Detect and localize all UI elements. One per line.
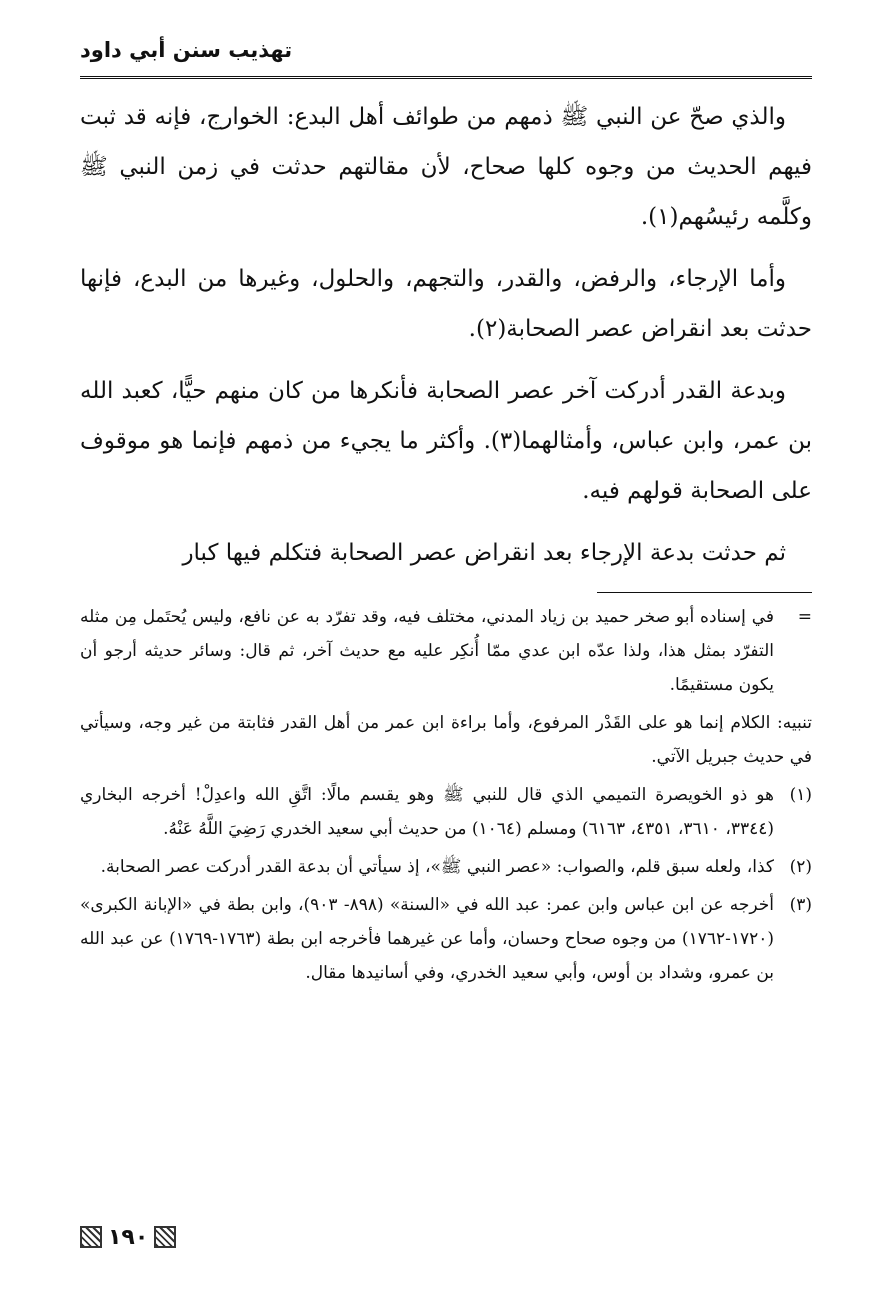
paragraph: وأما الإرجاء، والرفض، والقدر، والتجهم، والحلول، وغيرها من البدع، فإنها حدثت بعد انقراض عصر الصحابة(٢). [80, 266, 812, 342]
footnote-2 [80, 850, 812, 884]
ornament-icon [154, 1226, 176, 1248]
footnote-3 [80, 888, 812, 990]
paragraph: وبدعة القدر أدركت آخر عصر الصحابة فأنكرها من كان منهم حيًّا، كعبد الله بن عمر، وابن عباس، وأمثالهما(٣). وأكثر ما يجيء من ذمهم فإنما هو موقوف على الصحابة قولهم فيه. [80, 378, 812, 504]
paragraph: ثم حدثت بدعة الإرجاء بعد انقراض عصر الصحابة فتكلم فيها كبار [182, 540, 786, 566]
footnote-number: (٣) [789, 895, 812, 915]
footnotes [80, 600, 812, 994]
book-title: تهذيب سنن أبي داود [80, 38, 293, 62]
footnote-text: تنبيه: الكلام إنما هو على القَدْر المرفوع، وأما براءة ابن عمر من أهل القدر فثابتة من غير وجه، وسيأتي في حديث جبريل الآتي. [80, 713, 812, 767]
page-footer [80, 1222, 220, 1252]
paragraph: والذي صحّ عن النبي ﷺ ذمهم من طوائف أهل البدع: الخوارج، فإنه قد ثبت فيهم الحديث من وجوه كلها صحاح، لأن مقالتهم حدثت في زمن النبي ﷺ وكلَّمه رئيسُهم(١). [80, 104, 812, 230]
footnote-text: في إسناده أبو صخر حميد بن زياد المدني، مختلف فيه، وقد تفرّد به عن نافع، وليس يُحتَمل مِن مثله التفرّد بمثل هذا، ولذا عدّه ابن عدي ممّا أُنكِر عليه مع حديث آخر، ثم قال: وسائر حديثه أرجو أن يكون مستقيمًا. [80, 607, 774, 695]
footnote-tanbih [80, 706, 812, 774]
page-number: ١٩٠ [108, 1224, 149, 1250]
continuation-mark: = [797, 607, 812, 627]
footnote-text: كذا، ولعله سبق قلم، والصواب: «عصر النبي ﷺ»، إذ سيأتي أن بدعة القدر أدركت عصر الصحابة. [100, 857, 774, 877]
footnote-continuation [80, 600, 812, 702]
footnote-1 [80, 778, 812, 846]
footnote-number: (١) [789, 785, 812, 805]
ornament-icon [80, 1226, 102, 1248]
main-text [80, 92, 812, 590]
footnote-separator [597, 592, 812, 593]
footnote-text: هو ذو الخويصرة التميمي الذي قال للنبي ﷺ وهو يقسم مالًا: اتَّقِ الله واعدِلْ! أخرجه البخاري (٣٣٤٤، ٣٦١٠، ٤٣٥١، ٦١٦٣) ومسلم (١٠٦٤) من حديث أبي سعيد الخدري رَضِيَ اللَّهُ عَنْهُ. [80, 785, 774, 839]
footnote-number: (٢) [789, 857, 812, 877]
running-header [80, 36, 812, 79]
footnote-text: أخرجه عن ابن عباس وابن عمر: عبد الله في «السنة» (٨٩٨- ٩٠٣)، وابن بطة في «الإبانة الكبرى» (١٧٢٠-١٧٦٢) من وجوه صحاح وحسان، وأما عن غيرهما فأخرجه ابن بطة (١٧٦٣-١٧٦٩) عن عبد الله بن عمرو، وشداد بن أوس، وأبي سعيد الخدري، وفي أسانيدها مقال. [80, 895, 775, 983]
